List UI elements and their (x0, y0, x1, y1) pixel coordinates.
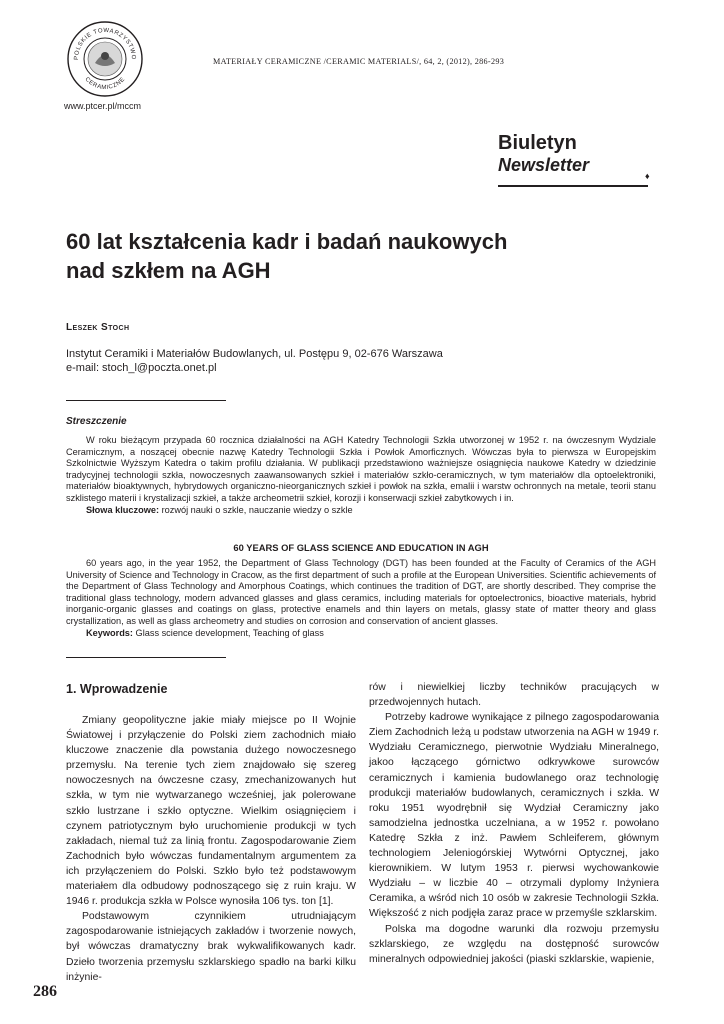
section-label-rule (498, 185, 648, 187)
society-logo (66, 20, 144, 98)
author-name: Leszek Stoch (66, 322, 130, 333)
title-line-1: 60 lat kształcenia kadr i badań naukowych (66, 229, 508, 254)
keywords-pl-text: rozwój nauki o szkle, nauczanie wiedzy o szkle (161, 504, 353, 515)
keywords-pl (66, 505, 656, 517)
diamond-icon: ♦ (645, 171, 650, 181)
keywords-en (66, 628, 656, 640)
separator-rule (66, 400, 226, 401)
page-number: 286 (33, 983, 57, 1000)
abstract-pl (66, 435, 656, 516)
paragraph: Polska ma dogodne warunki dla rozwoju przemysłu szklarskiego, ze względu na dostępność surowców mineralnych odpowiedniej jakości (piaski szklarskie, wapienie, (369, 923, 659, 965)
affiliation-email: e-mail: stoch_l@poczta.onet.pl (66, 362, 217, 374)
section-label-pl: Biuletyn (498, 132, 577, 154)
title-line-2: nad szkłem na AGH (66, 258, 271, 283)
affiliation (66, 347, 626, 375)
affiliation-address: Instytut Ceramiki i Materiałów Budowlanych, ul. Postępu 9, 02-676 Warszawa (66, 348, 443, 360)
separator-rule (66, 657, 226, 658)
journal-url[interactable]: www.ptcer.pl/mccm (64, 101, 142, 111)
abstract-en (66, 558, 656, 639)
abstract-pl-text: W roku bieżącym przypada 60 rocznica działalności na AGH Katedry Technologii Szkła utworzonej w 1952 r. na ówczesnym Wydziale Ceramicznym, a noszącej obecnie nazwę Katedry Technologii Szkła i Powłok Amorficznych. Wówczas była to pierwsza w Europejskim Szkolnictwie Wyższym Katedra o takim profilu działania. W publikacji przedstawiono ważniejsze osiągnięcia naukowe Katedry w dziedzinie tradycyjnej technologii szkła, nowoczesnych zaawansowanych szkieł i materiałów szkło-ceramicznych, w tym materiałów dla optoelektroniki, materiałów bioaktywnych, hybrydowych organiczno-nieorganicznych szkieł i powłok na szkła, emalii i warstw ochronnych na metale, teorii stanu szklistego materii i krystalizacji szkieł, a także archeometrii szkieł, korozji i konserwacji szkieł zabytkowych i in. (66, 435, 656, 503)
section-heading: 1. Wprowadzenie (66, 682, 168, 696)
keywords-pl-label: Słowa kluczowe: (86, 504, 160, 515)
paragraph: Podstawowym czynnikiem utrudniającym zagospodarowanie istniejących zakładów i tworzenie nowych, był wówczas dramatyczny brak wykwalifikowanych kadr. Dzieło tworzenia przemysłu szklarskiego spadło na barki kilku inżynie- (66, 911, 356, 983)
section-label-en: Newsletter (498, 155, 590, 175)
abstract-heading: Streszczenie (66, 416, 127, 427)
article-title (66, 227, 626, 285)
paragraph: rów i niewielkiej liczby techników pracujących w przedwojennych hutach. (369, 682, 659, 709)
keywords-en-text: Glass science development, Teaching of glass (135, 627, 324, 638)
logo-bottom-text: CERAMICZNE (83, 76, 127, 92)
keywords-en-label: Keywords: (86, 627, 133, 638)
paragraph: Potrzeby kadrowe wynikające z pilnego zagospodarowania Ziem Zachodnich leżą u podstaw utworzenia na AGH w 1949 r. Wydziału Ceramicznego, pierwotnie Wydziału Mineralnego, jakoo łączącego górnictwo odkrywkowe surowców ceramicznych i kamienia budowlanego oraz technologię produkcji materiałów budowlanych, ceramicznych i szkła. W roku 1951 wyodrębnił się Wydział Ceramiczny jako samodzielna jednostka uczelniana, a w 1952 r. powołano Katedrę Szkła z inż. Pawłem Schleiferem, głównym technologiem Jeleniogórskiej Wytwórni Optycznej, jako kierownikiem. W lutym 1953 r. pierwsi wychowankowie Wydziału – w liczbie 40 – otrzymali dyplomy Inżyniera Ceramika, a wśród nich 10 osób w zakresie Technologii Szkła. Większość z nich podjęła zaraz prace w przemyśle szklarskim. (369, 712, 659, 920)
journal-citation: MATERIAŁY CERAMICZNE /CERAMIC MATERIALS/, 64, 2, (2012), 286-293 (213, 57, 505, 66)
paragraph: Zmiany geopolityczne jakie miały miejsce po II Wojnie Światowej i przyłączenie do Polski ziem zachodnich miało kluczowe znaczenie dla powstania dużego nowoczesnego przemysłu. Na terenie tych ziem znajdowało się szereg nowoczesnych na ówczesne czasy, zmechanizowanych hut szkła, w tym nie wytwarzanego wcześniej, jak polerowane szkło lustrzane i szkło optyczne. Wielkim osiągnięciem i czynem patriotycznym było uruchomienie produkcji w tych zakładach, niemal tuż za linią frontu. Zagospodarowanie Ziem Zachodnich było wówczas fundamentalnym argumentem za ich przyłączeniem do Polski. Szkło było też podstawowym materiałem dla odbudowy podnoszącego się z ruin kraju. W 1946 r. produkcja szkła w Polsce wynosiła 106 tys. ton [1]. (66, 715, 356, 908)
body-column-1 (66, 713, 356, 985)
abstract-en-text: 60 years ago, in the year 1952, the Department of Glass Technology (DGT) has been founded at the Faculty of Ceramics of the AGH University of Science and Technology in Cracow, as the first department of such a profile at the European Universities. Scientific achievements of the Department of Glass Technology and Amorphous Coatings, which continues the tradition of DGT, are shortly described. They comprise the traditional glass technology, modern advanced glasses and glass ceramics, including materials for optoelectronics, bioactive materials, hybrid inorganic-organic glasses and coatings on glass, protective enamels and thin layers on metals, glassy state of matter theory and glass crystallization, as well as glass archeometry and studies on corrosion and conservation of ancient glasses. (66, 558, 656, 626)
svg-text:CERAMICZNE (84, 76, 127, 91)
logo-top-text: POLSKIE TOWARZYSTWO (73, 27, 137, 61)
english-title: 60 YEARS OF GLASS SCIENCE AND EDUCATION IN AGH (233, 542, 489, 553)
body-column-2 (369, 680, 659, 967)
